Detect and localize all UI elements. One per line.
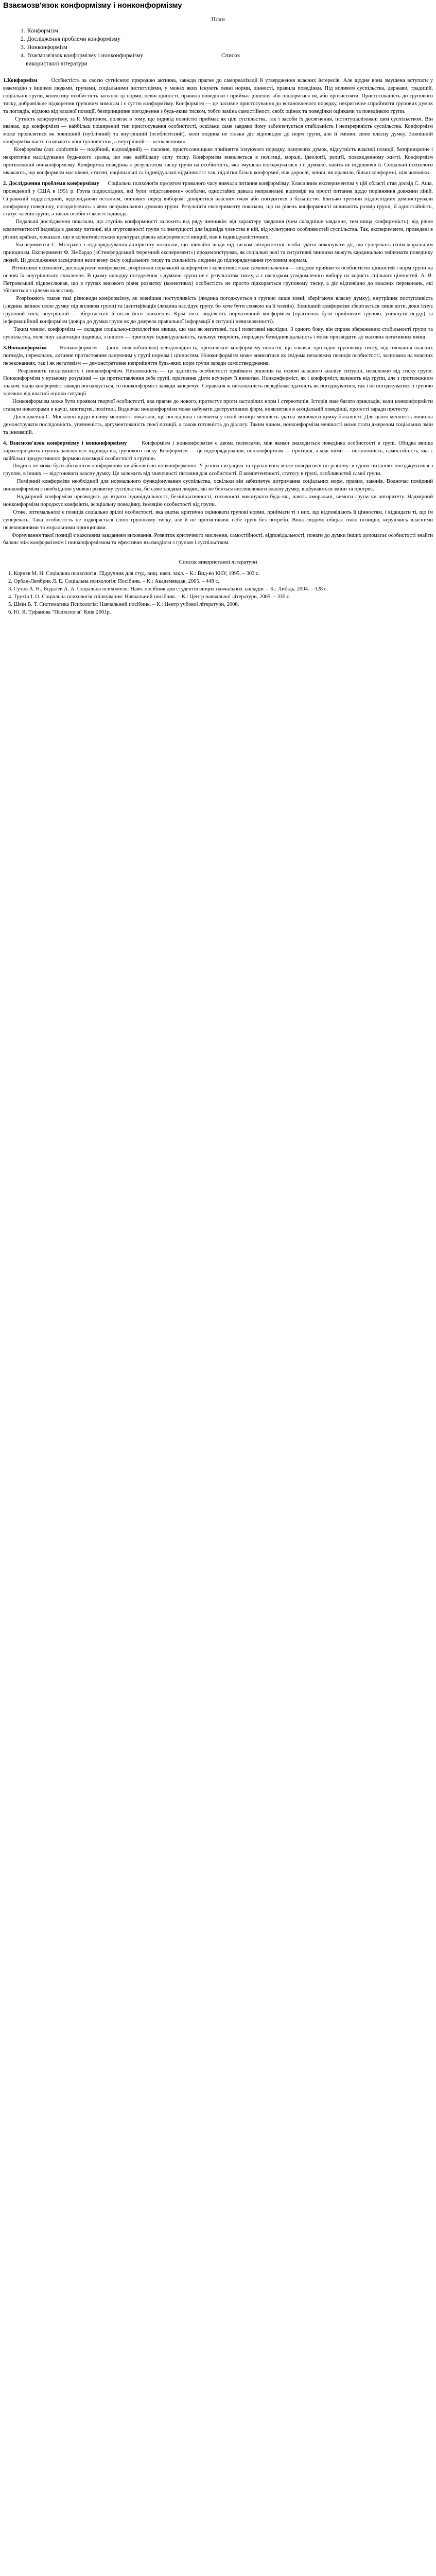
paragraph (3, 295, 433, 326)
paragraph-text: Вітчизняні психологи, досліджуючи конформізм, розрізняли справжній конформізм і колективістське самовизначення — свідоме прийняття особистістю цінностей і норм групи на основі їх внутрішнього схвалення. В цьому випадку погодження з думкою групи не є результатом тиску, а є наслідком усвідомленого вибору на користь спільних цінностей. А. В. Петровський підкреслював, що в групах високого рівня розвитку (колективах) особистість не просто підкоряється груповому тиску, а діє відповідно до власних переконань, які збігаються з цілями колективу. (3, 265, 433, 294)
paragraph-text: Отже, оптимальною є позиція соціально зрілої особистості, яка здатна критично оцінювати групові норми, приймати ті з них, що відповідають її цінностям, і відкидати ті, що їм суперечать. Така особистість не підкоряється сліпо груповому тиску, але й не протиставляє себе групі без потреби. Вона свідомо обирає свою позицію, керуючись власними переконаннями та моральними принципами. (3, 509, 433, 531)
paragraph-text: Сутність конформізму, за Р. Мертоном, полягає в тому, що індивід повністю приймає як цілі суспільства, так і засоби їх досягнення, інституціалізовані цим суспільством. Він вважає, що конформізм — найбільш поширений тип пристосування особистості, оскільки саме завдяки йому забезпечується стабільність і неперервність суспільства. Конформізм може проявлятися як зовнішній (публічний) та внутрішній (особистісний), коли людина не тільки діє відповідно до норм групи, але й змінює свою власну думку. Зовнішній конформізм часто називають «поступливістю», а внутрішній — «схваленням». (3, 116, 433, 145)
section-heading: 1.Конформізм (3, 78, 38, 83)
paragraph (3, 242, 433, 265)
paragraph (3, 463, 433, 478)
paragraph-text: Розрізняють незалежність і нонконформізм. Незалежність — це здатність особистості приймати рішення на основі власного аналізу ситуації, незалежно від тиску групи. Нонконформізм у вузькому розумінні — це протиставлення себе групі, прагнення діяти всупереч її вимогам. Нонконформіст, як і конформіст, залежить від групи, але з протилежним знаком: якщо конформіст завжди погоджується, то нонконформіст завжди заперечує. Справжня ж незалежність передбачає здатність як погоджуватися, так і не погоджуватися з групою залежно від власної оцінки ситуації. (3, 368, 433, 397)
section (3, 77, 433, 177)
section (3, 180, 433, 342)
paragraph-text: Нонконформізм може бути проявом творчої особистості, яка прагне до нового, протестує проти застарілих норм і стереотипів. Історія знає багато прикладів, коли нонконформісти ставали новаторами в науці, мистецтві, політиці. Водночас нонконформізм може набувати деструктивних форм, виявлятися в асоціальній поведінці, протесті заради протесту. (3, 399, 433, 413)
paragraph (3, 218, 433, 242)
paragraph (3, 265, 433, 296)
section-heading: 2. Дослідження проблеми конформізму (3, 180, 99, 187)
paragraph-text: Людина не може бути абсолютно конформною чи абсолютно нонконформною. У різних ситуаціях та групах вона може поводитися по-різному: в одних питаннях погоджуватися з групою, в інших — відстоювати власну думку. Це залежить від значущості питання для особистості, її компетентності, статусу в групі, особливостей самої групи. (3, 463, 433, 477)
paragraph (3, 116, 433, 147)
paragraph (3, 398, 433, 414)
paragraph-text: Подальші дослідження показали, що ступінь конформності залежить від ряду чинників: від характеру завдання (чим складніше завдання, тим вища конформність), від рівня компетентності індивіда в даному питанні, від згуртованості групи та значущості для індивіда членства в ній, від культурних особливостей суспільства. Так, експерименти, проведені в різних країнах, показали, що в колективістських культурах рівень конформності вищий, ніж в індивідуалістичних. (3, 219, 433, 241)
bibliography-list (3, 570, 433, 616)
plan-list (21, 27, 278, 68)
paragraph (3, 77, 433, 116)
section-heading: 3.Нонконформізм (3, 345, 47, 351)
paragraph (3, 326, 433, 342)
paragraph (3, 180, 433, 219)
bibliography-item: 3. Сухов А. Н., Бодалев А. А. Соціальна психологія: Навч. посібник для студентів вищих навчальних закладів. – К.: Либідь, 2004. – 328 с. (8, 586, 328, 592)
paragraph-text: Особистість за своєю сутнісною природою активна, завжди прагне до самореалізації й утвердження власних інтересів. Але щодня вона змушена вступати у взаємодію з іншими людьми, групами, соціальними інституціями, у межах яких існують певні норми, цінності, правила поведінки. Під впливом суспільства, держави, традицій, соціальної групи, колективу особистість засвоює ці норми, певні цінності, правила поведінки і приймає рішення або підкорятися їм, або протистояти. Пристосованість до групового тиску, добровільне підкорення груповим вимогам і є суттю конформізму. Конформізм — це пасивне пристосування до встановленого порядку, некритичне сприйняття групових думок та поглядів, відмова від власної позиції, безпринципне погодження з будь-яким тиском, тобто заміна самостійності своїх оцінок та поведінки оцінками та поведінкою групи. (3, 78, 433, 114)
section (3, 440, 433, 548)
paragraph-text: Експерименти С. Мілграма з підпорядкування авторитету показали, що звичайні люди під тиском авторитетної особи здатні виконувати дії, що суперечать їхнім моральним принципам. Експеримент Ф. Зімбардо («Стенфордський тюремний експеримент») продемонстрував, як соціальні ролі та ситуативні чинники можуть кардинально змінювати поведінку людей. Ці дослідження засвідчили величезну силу соціального тиску та схильність людини до підпорядкування груповим нормам. (3, 242, 433, 263)
paragraph-text: Надмірний конформізм призводить до втрати індивідуальності, безініціативності, готовності виконувати будь-які, навіть аморальні, вимоги групи чи авторитету. Надмірний нонконформізм породжує конфлікти, асоціальну поведінку, ізоляцію особистості від групи. (3, 494, 433, 507)
paragraph (3, 494, 433, 509)
paragraph (3, 478, 433, 494)
page-title: Взаємозв'язок конформізму і нонконформізму (3, 1, 182, 10)
paragraph-text: Нонконформізм — (англ. nonconformism) невідповідність, протилежне конформізму поняття, що означає протидію груповому тиску, відстоювання власних поглядів, переконань, активне протистояння пануючим у групі нормам і цінностям. Нонконформізм може виявлятися як свідома незалежна позиція особистості, заснована на власних переконаннях, так і як негативізм — демонстративне неприйняття будь-яких норм групи заради самоствердження. (3, 345, 433, 366)
paragraph-text: Таким чином, конформізм — складне соціально-психологічне явище, що має як негативні, так і позитивні наслідки. З одного боку, він сприяє збереженню стабільності групи та суспільства, полегшує адаптацію індивіда, з іншого — пригнічує індивідуальність, гальмує творчість, породжує безвідповідальність і може призводити до масових негативних явищ. (3, 327, 433, 340)
bibliography-item: 1. Корнєв М. Н. Соціальна психологія: Підручник для студ. вищ. навч. закл. – К.: Вид-во КНУ, 1995. – 303 с. (8, 571, 260, 577)
plan-item: 3. Нонконформізм (21, 44, 67, 50)
section-heading: 4. Взаємозв'язок конформізму і нонконформізму (3, 440, 127, 446)
plan-item: 2. Дослідження проблеми конформізму (21, 36, 120, 42)
bibliography-item: 4. Трухін І. О. Соціальна психологія спілкування: Навчальний посібник. – К.: Центр навчальної літератури, 2005. – 335 с. (8, 594, 291, 600)
paragraph-text: Формування такої позиції є важливим завданням виховання. Розвиток критичного мислення, самостійності, відповідальності, поваги до думки інших допомагає особистості знайти баланс між конформізмом і нонконформізмом та ефективно взаємодіяти з групою і суспільством. (3, 532, 433, 546)
paragraph (3, 532, 433, 548)
paragraph (3, 368, 433, 399)
document-body (3, 77, 433, 617)
paragraph (3, 414, 433, 437)
paragraph (3, 345, 433, 368)
plan-heading: План (211, 15, 225, 23)
paragraph (3, 509, 433, 532)
bibliography-heading: Список використаної літератури (179, 559, 257, 566)
paragraph (3, 440, 433, 463)
plan-item: 1. Конформізм (21, 28, 58, 34)
paragraph-text: Конформізм (лат. conformis — подібний, відповідний) — пасивне, пристосовницьке прийняття існуючого порядку, пануючих думок, відсутність власної позиції, безпринципне і некритичне наслідування будь-якого зразка, що має найбільшу силу тиску. Конформізм виявляється в політиці, моралі, ідеології, релігії, повсякденному житті. Конформізм протилежний нонконформізму. Конформна поведінка є результатом тиску групи на особистість, яка змушена погоджуватися з її думкою, навіть не поділяючи її. Соціальні психологи вважають, що конформізм має вікові, статеві, національні та індивідуальні відмінності: так, підлітки більш конформні, ніж дорослі; жінки, як правило, більш конформні, ніж чоловіки. (3, 147, 433, 176)
plan-item: 4. Взаємозв'язок конформізму і нонконформізму Список використаної літератури (21, 53, 240, 67)
paragraph-text: Соціальна психологія протягом тривалого часу вивчала питання конформізму. Класичним експериментом у цій області став досвід С. Аша, проведений у США в 1951 р. Група піддослідних, які були «підставними» особами, одностайно давала неправильні відповіді на прості питання щодо порівняння довжини ліній. Справжній піддослідний, відповідаючи останнім, опинявся перед вибором: довіритися власним очам або погодитися з більшістю. Близько третини піддослідних демонстрували конформну поведінку, погоджуючись з явно неправильною думкою групи. Результати експерименту показали, що на рівень конформності впливають розмір групи, її одностайність, статус членів групи, а також особисті якості індивіда. (3, 180, 433, 217)
bibliography-item: 6. Ю. Я. Туфанова "Психологія" Київ 2001р. (8, 609, 111, 615)
paragraph-text: Розрізняють також такі різновиди конформізму, як зовнішня поступливість (людина погоджується з групою лише зовні, зберігаючи власну думку), внутрішня поступливість (людина змінює свою думку під впливом групи) та ідентифікація (людина наслідує групу, бо хоче бути схожою на її членів). Зовнішній конформізм зберігається лише доти, доки існує груповий тиск; внутрішній — зберігається й після його зникнення. Крім того, виділяють нормативний конформізм (прагнення бути прийнятим групою, уникнути осуду) та інформаційний конформізм (довіра до думки групи як до джерела правильної інформації в ситуації невизначеності). (3, 296, 433, 325)
paragraph-text: Дослідження С. Московічі щодо впливу меншості показали, що послідовна і впевнена у своїй позиції меншість здатна змінювати думку більшості. Для цього меншість повинна демонструвати послідовність, упевненість, аргументованість своєї позиції, а також готовність до діалогу. Таким чином, нонконформізм меншості може стати джерелом соціальних змін та інновацій. (3, 414, 433, 435)
bibliography-item: 5. Шеїн В. Т. Систематика Психологія: Навчальний посібник. – К.: Центр учбової літератури, 2006. (8, 601, 239, 607)
section (3, 345, 433, 437)
paragraph-text: Конформізм і нонконформізм є двома полюсами, між якими знаходиться поведінка особистості в групі. Обидва явища характеризують ступінь залежності індивіда від групового тиску. Конформізм — це підпорядкування, нонконформізм — протидія, а між ними — незалежність, самостійність, яка є найбільш продуктивною формою взаємодії особистості з групою. (3, 440, 433, 462)
paragraph-text: Помірний конформізм необхідний для нормального функціонування суспільства, оскільки він забезпечує дотримання соціальних норм, правил, законів. Водночас помірний нонконформізм є необхідною умовою розвитку суспільства, бо саме завдяки людям, які не бояться висловлювати власну думку, відбуваються зміни та прогрес. (3, 479, 433, 493)
bibliography-item: 2. Орбан-Лембрик Л. Е. Соціальна психологія: Посібник. – К.: Академвидав, 2005. – 448 с. (8, 579, 219, 585)
paragraph (3, 146, 433, 177)
